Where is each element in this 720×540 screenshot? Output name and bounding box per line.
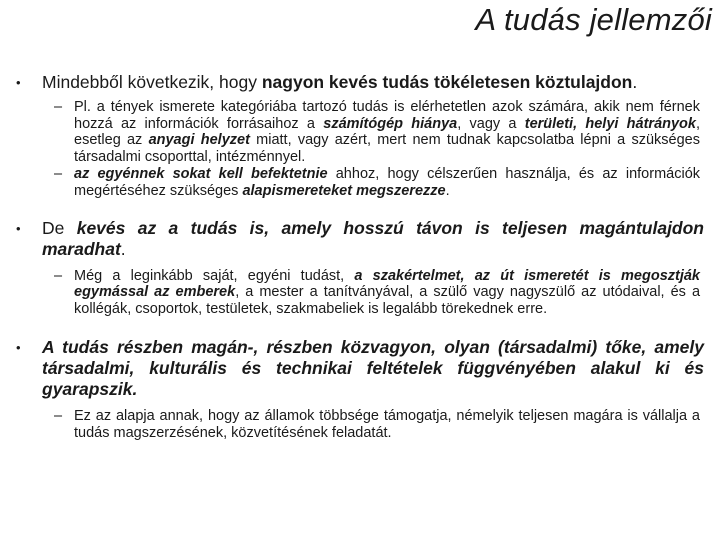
sub-2-1-part-0: Még a leginkább saját, egyéni tudást, [74, 267, 355, 284]
sub-1-2-part-2: alapismereteket megszerezze [242, 182, 446, 199]
bullet-1 [14, 72, 704, 93]
bullet-marker: • [16, 75, 21, 90]
bullet-1-part-0: Mindebből következik, hogy [42, 72, 262, 92]
sub-bullet-marker: – [54, 166, 63, 183]
slide-content [14, 72, 704, 442]
bullet-2-part-2: . [120, 238, 126, 259]
bullet-2-part-0: De [42, 217, 77, 238]
bullet-marker: • [16, 220, 21, 236]
sub-bullet-1-1 [54, 99, 700, 165]
bullet-3 [14, 337, 704, 400]
bullet-1-part-2: . [632, 72, 638, 92]
bullet-marker: • [16, 340, 21, 356]
sub-1-1-part-0: Pl. a tények ismerete kategóriába tartozó tudás is elérhetetlen azok számára, akik nem férnek hozzá az információk forrásaihoz a [74, 99, 700, 132]
sub-1-2-part-1: ahhoz, hogy célszerűen használja, és az információk megértéséhez szükséges [74, 166, 701, 199]
sub-1-1-part-5: anyagi helyzet [148, 132, 250, 149]
sub-3-1-part-0: Ez az alapja annak, hogy az államok többsége támogatja, némelyik teljesen magára is vállalja a tudás magszerzésének, közvetítésének feladatát. [74, 408, 700, 441]
sub-1-1-part-6: miatt, vagy azért, mert nem tudnak kapcsolatba lépni a szükséges társadalmi csoporttal, intézménnyel. [74, 132, 700, 165]
sub-bullet-marker: – [54, 267, 63, 284]
sub-1-2-part-0: az egyénnek sokat kell befektetnie [74, 166, 328, 183]
sub-bullet-3-1 [54, 408, 700, 441]
sub-1-1-part-3: területi, helyi hátrányok [524, 115, 696, 132]
bullet-1-part-1: nagyon kevés tudás tökéletesen köztulajdon [261, 72, 633, 92]
bullet-2-part-1: kevés az a tudás is, amely hosszú távon is teljesen magántulajdon maradhat [42, 217, 704, 259]
sub-bullet-3-1-text [74, 408, 700, 441]
sub-2-1-part-1: a szakértelmet, az út ismeretét is megosztják egymással az emberek [74, 267, 700, 301]
slide-title: A tudás jellemzői [475, 2, 712, 37]
sub-bullet-1-1-text [74, 99, 700, 165]
sub-bullet-marker: – [54, 408, 63, 425]
sub-1-2-part-3: . [445, 182, 450, 199]
bullet-2-text [42, 218, 704, 260]
sub-1-1-part-4: , esetleg az [74, 115, 701, 149]
sub-bullet-2-1-text [74, 268, 700, 318]
bullet-1-text [42, 72, 704, 93]
sub-1-1-part-1: számítógép hiánya [323, 115, 458, 132]
bullet-3-part-0: A tudás részben magán-, részben közvagyon, olyan (társadalmi) tőke, amely társadalmi, kulturális és technikai feltételek függvényében alakul ki és gyarapszik. [42, 337, 704, 400]
sub-2-1-part-2: , a mester a tanítványával, a szülő vagy nagyszülő az utódaival, és a kollégák, csoportok, testületek, szakmabeliek is legalább törekednek erre. [74, 284, 701, 317]
bullet-3-text [42, 337, 704, 400]
sub-bullet-1-2 [54, 166, 700, 199]
sub-1-1-part-2: , vagy a [457, 115, 525, 132]
bullet-2 [14, 218, 704, 260]
sub-bullet-2-1 [54, 268, 700, 318]
sub-bullet-1-2-text [74, 166, 700, 199]
sub-bullet-marker: – [54, 99, 63, 115]
